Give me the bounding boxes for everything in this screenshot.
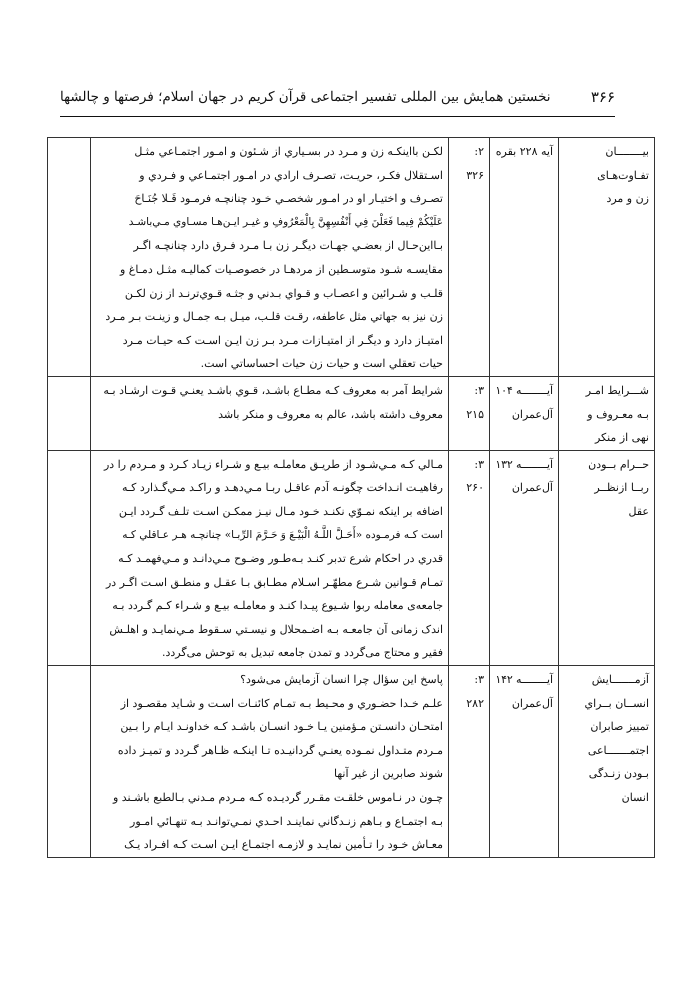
table-row xyxy=(48,138,655,377)
topic-line: انســان بــراي xyxy=(584,696,649,710)
commentary-cell xyxy=(91,450,449,665)
topic-line: شـــرایط امـر xyxy=(585,383,649,397)
topic-line: بـودن زنـدگی xyxy=(588,767,649,781)
page-number: ۳۶۶ xyxy=(590,88,615,106)
topic-line: انسان xyxy=(621,791,649,805)
table-row xyxy=(48,666,655,858)
volume-number: ۳: xyxy=(474,383,484,397)
volume-page-cell xyxy=(449,450,490,665)
verse-reference-cell xyxy=(490,666,559,858)
commentary-line: مـالي کـه مـي‌شـود از طريـق معاملـه بيـع و شـراء زيـاد کـرد و مـردم را در xyxy=(103,457,443,471)
commentary-line: مـردم متـداول نمـوده يعنـي گردانيـده تـا اينکـه ظـاهر گـردد و تميـز داده xyxy=(117,743,443,757)
empty-cell xyxy=(48,376,91,450)
surah-name: آل‌عمران xyxy=(511,696,553,710)
empty-cell xyxy=(48,138,91,377)
topic-line: آزمـــــــايش xyxy=(591,673,649,687)
verse-reference: آیه ۲۲۸ بقره xyxy=(495,145,553,158)
tafsir-table xyxy=(47,137,655,858)
running-title: نخستین همایش بین المللی تفسیر اجتماعی قرآن کریم در جهان اسلام؛ فرصتها و چالشها xyxy=(60,89,551,105)
topic-cell xyxy=(559,376,655,450)
verse-reference-cell xyxy=(490,376,559,450)
topic-cell xyxy=(559,138,655,377)
commentary-line: لکـن بااینکـه زن و مـرد در بسـياري از شـئون و امـور اجتمـاعي مثـل xyxy=(134,145,443,158)
commentary-line: رفاهيـت انـداخت چگونـه آدم عاقـل ربـا مـي‌دهـد و راکـد مـي‌گـذارد کـه xyxy=(121,481,443,495)
commentary-line: جامعه‌ی معامله ربوا شـيوع پيـدا کنـد و معاملـه بيـع و شـراء کـم گـردد بـه xyxy=(112,599,443,613)
page-ref-number: ۲۸۲ xyxy=(466,696,484,710)
topic-line: تمييز صابران xyxy=(590,720,649,734)
commentary-line: است کـه فرمـوده «أَحَـلَّ اللَّـهُ الْبَيْـعَ وَ حَـرَّمَ الرِّبـا» چنانچـه هـر عـاقلي کـه xyxy=(122,528,443,541)
commentary-line: تصـرف و اختيـار او در امـور شخصـي خـود چنانچـه فرمـود قَـلا جُنَـاحَ xyxy=(134,192,443,206)
commentary-line: معـاش خـود را تـأمين نمايـد و لازمـه اجتمـاع ايـن اسـت کـه افـراد يـک xyxy=(124,838,443,852)
verse-reference-cell xyxy=(490,450,559,665)
commentary-line: بـه اجتمـاع و بـاهم زنـدگاني نماينـد احـدي نمـي‌توانـد بـه تنهـائي امـور xyxy=(130,814,443,828)
volume-page-cell xyxy=(449,138,490,377)
commentary-line: تمـام قـوانين شـرع مطهّـر اسـلام مطـابق بـا عقـل و منطـق اسـت اگـر در xyxy=(105,575,443,589)
topic-line: نهی از منکر xyxy=(594,431,649,445)
commentary-line: زن نيز به جهاتي مثل عاطفه، رقـت قلـب، ميـل بـه جمـال و زينـت بـر مـرد xyxy=(105,310,443,324)
surah-name: آل‌عمران xyxy=(511,481,553,495)
topic-line: اجتمـــــــاعی xyxy=(587,743,649,757)
page-ref-number: ۲۱۵ xyxy=(466,407,484,421)
commentary-cell xyxy=(91,138,449,377)
commentary-cell xyxy=(91,666,449,858)
commentary-line: قدري در احکام شرع تدبر کنـد بـه‌طـور وضـوح مـي‌دانـد و مـي‌فهمـد کـه xyxy=(118,552,443,566)
verse-reference-cell xyxy=(490,138,559,377)
verse-reference: آیــــــــه ۱۴۲ xyxy=(495,673,553,687)
page-header xyxy=(60,84,615,110)
page-ref-number: ۲۶۰ xyxy=(466,481,484,495)
commentary-line: بـااین‌حـال از بعضـي جهـات ديگـر زن بـا مـرد فـرق دارد چنانچـه اگـر xyxy=(133,239,443,253)
topic-cell xyxy=(559,450,655,665)
volume-number: ۳: xyxy=(474,457,484,471)
verse-reference: آیــــــــه ۱۰۴ xyxy=(495,383,553,397)
commentary-line: اندک زمانی آن جامعـه بـه اضـمحلال و نيسـتي سـقوط مـي‌نمايـد و اهلـش xyxy=(109,622,443,636)
empty-cell xyxy=(48,450,91,665)
volume-page-cell xyxy=(449,666,490,858)
commentary-line: چـون در نـاموس خلقـت مقـرر گرديـده کـه مـردم مـدني بـالطبع باشـند و xyxy=(112,791,443,805)
commentary-line: شرايط آمر به معروف کـه مطـاع باشـد، قـوي باشـد يعنـي قـوت ارشـاد بـه xyxy=(103,383,443,397)
table-row xyxy=(48,376,655,450)
commentary-line: شوند صابرين از غير آنها xyxy=(333,767,443,781)
surah-name: آل‌عمران xyxy=(511,407,553,421)
commentary-line: معروف داشته باشد، عالم به معروف و منکر باشد xyxy=(218,407,443,421)
topic-line: بـه معـروف و xyxy=(587,407,649,421)
commentary-cell xyxy=(91,376,449,450)
verse-reference: آیــــــــه ۱۳۲ xyxy=(495,457,553,471)
topic-line: عقل xyxy=(628,504,649,518)
commentary-line: امتحـان دانسـتن مـؤمنين يـا خـود انسـان باشـد کـه خداونـد ايـام را بـين xyxy=(120,720,443,734)
commentary-line: امتيـاز دارد و ديگـر از امتيـازات مـرد بـر زن ايـن اسـت کـه حيـات مـرد xyxy=(122,333,443,347)
commentary-line: حيات تعقلي است و حيات زن حيات احساساتي است. xyxy=(200,357,443,371)
commentary-line: علـم خـدا حضـوري و محـيط بـه تمـام کائنـات اسـت و شـايد مقصـود از xyxy=(120,696,443,710)
topic-cell xyxy=(559,666,655,858)
topic-line: تفـاوت‌هـای xyxy=(597,168,649,182)
topic-line: ربــا ازنظــر xyxy=(594,481,649,495)
commentary-line: اضافه بر اينکه نمـوّي نکنـد خـود مـال نيـز ممکـن اسـت تلـف گـردد ايـن xyxy=(118,504,443,518)
commentary-line: مقايسـه شـود متوسـطين از مردهـا در خصوصـيات کماليـه مثـل دمـاغ و xyxy=(119,262,443,276)
volume-page-cell xyxy=(449,376,490,450)
topic-line: زن و مرد xyxy=(606,192,649,206)
commentary-line: اسـتقلال فکـر، حريـت، تصـرف ارادي در امـور اجتمـاعي و فـردي و xyxy=(139,168,443,182)
commentary-line: قلـب و شـرائين و اعصـاب و قـواي بـدني و جثـه قـوي‌ترنـد از زن لکـن xyxy=(124,286,443,300)
topic-line: حــرام بــودن xyxy=(588,457,649,471)
empty-cell xyxy=(48,666,91,858)
volume-number: ۳: xyxy=(474,673,484,687)
page-ref-number: ۳۲۶ xyxy=(466,168,484,182)
header-rule xyxy=(60,116,615,117)
commentary-line: پاسخ اين سؤال چرا انسان آزمايش می‌شود؟ xyxy=(240,673,443,687)
commentary-line: فقير و محتاج می‌گردد و تمدن جامعه تبديل به توحش می‌گردد. xyxy=(162,646,443,660)
volume-number: ۲: xyxy=(474,145,484,158)
table-row xyxy=(48,450,655,665)
topic-line: بیــــــــان xyxy=(605,145,649,158)
commentary-line: عَلَيْكُمْ فِيما فَعَلْنَ فِي أَنْفُسِهِنَّ بِالْمَعْرُوفِ و غيـر ايـن‌هـا مسـاوي مـي‌باشـد xyxy=(128,215,443,228)
